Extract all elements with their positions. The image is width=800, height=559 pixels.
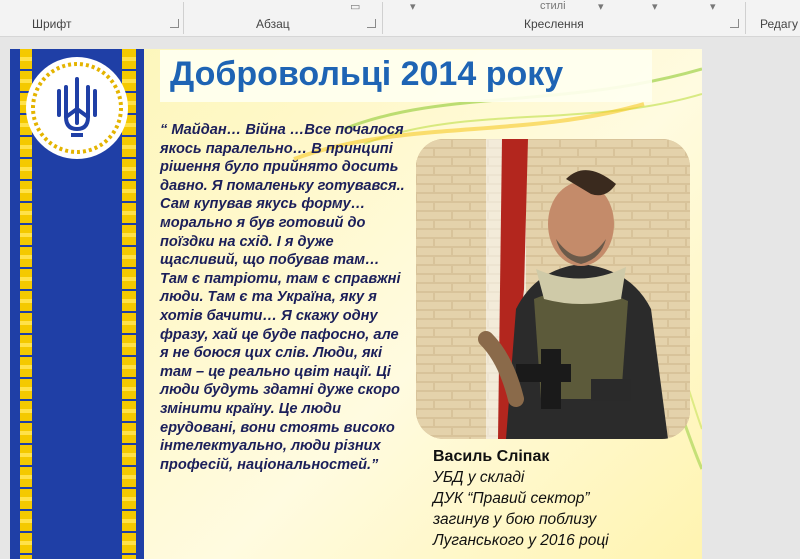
chevron-down-icon[interactable]: ▾ <box>410 1 416 13</box>
caption-line: ДУК “Правий сектор” <box>433 490 590 507</box>
group-paragraph-label: Абзац <box>256 17 290 31</box>
caption-line: УБД у складі <box>433 469 525 486</box>
slide-title[interactable]: Добровольці 2014 року <box>170 55 564 93</box>
font-dialog-launcher-icon[interactable] <box>170 19 179 28</box>
ribbon <box>0 0 800 37</box>
chevron-down-icon[interactable]: ▾ <box>598 1 604 13</box>
quote-paragraph: “ Майдан… Війна …Все почалося якось паралельно… В принципі рішення було прийнято досить давно. Я помаленьку готувався.. Сам купував якусь форму… морально я був готовий до поїздки на схід. І я дуже щасливий, що побував там… Там є патріоти, там є справжні люди. Там є та Україна, яку я хотів бачити… Я скажу одну фразу, хай це буде пафосно, але я не боюся цих слів. Люди, які там – це реально цвіт нації. Ці люди будуть здатні дуже скоро змінити країну. Це люди ерудовані, вони стоять високо інтелектуально, люди різних професій, національностей.” <box>160 122 405 473</box>
group-separator <box>382 2 383 34</box>
chevron-down-icon[interactable]: ▾ <box>652 1 658 13</box>
chevron-down-icon[interactable]: ▾ <box>710 1 716 13</box>
group-editing-label: Редагу <box>760 17 798 31</box>
slide[interactable] <box>10 49 702 559</box>
quote-text[interactable] <box>160 121 410 474</box>
group-separator <box>745 2 746 34</box>
group-font-label: Шрифт <box>32 17 72 31</box>
trident-icon <box>26 57 128 159</box>
caption-line: Луганського у 2016 році <box>433 532 609 549</box>
paste-icon[interactable]: ▭ <box>350 1 361 13</box>
group-separator <box>183 2 184 34</box>
portrait-image <box>416 139 690 439</box>
portrait-photo[interactable] <box>416 139 690 439</box>
ukraine-emblem <box>26 57 128 159</box>
photo-caption[interactable] <box>433 446 693 551</box>
caption-line: загинув у бою поблизу <box>433 511 597 528</box>
paragraph-dialog-launcher-icon[interactable] <box>367 19 376 28</box>
caption-name: Василь Сліпак <box>433 448 550 465</box>
group-drawing-label: Креслення <box>524 17 584 31</box>
styles-label[interactable]: стилі <box>540 0 566 12</box>
drawing-dialog-launcher-icon[interactable] <box>730 19 739 28</box>
